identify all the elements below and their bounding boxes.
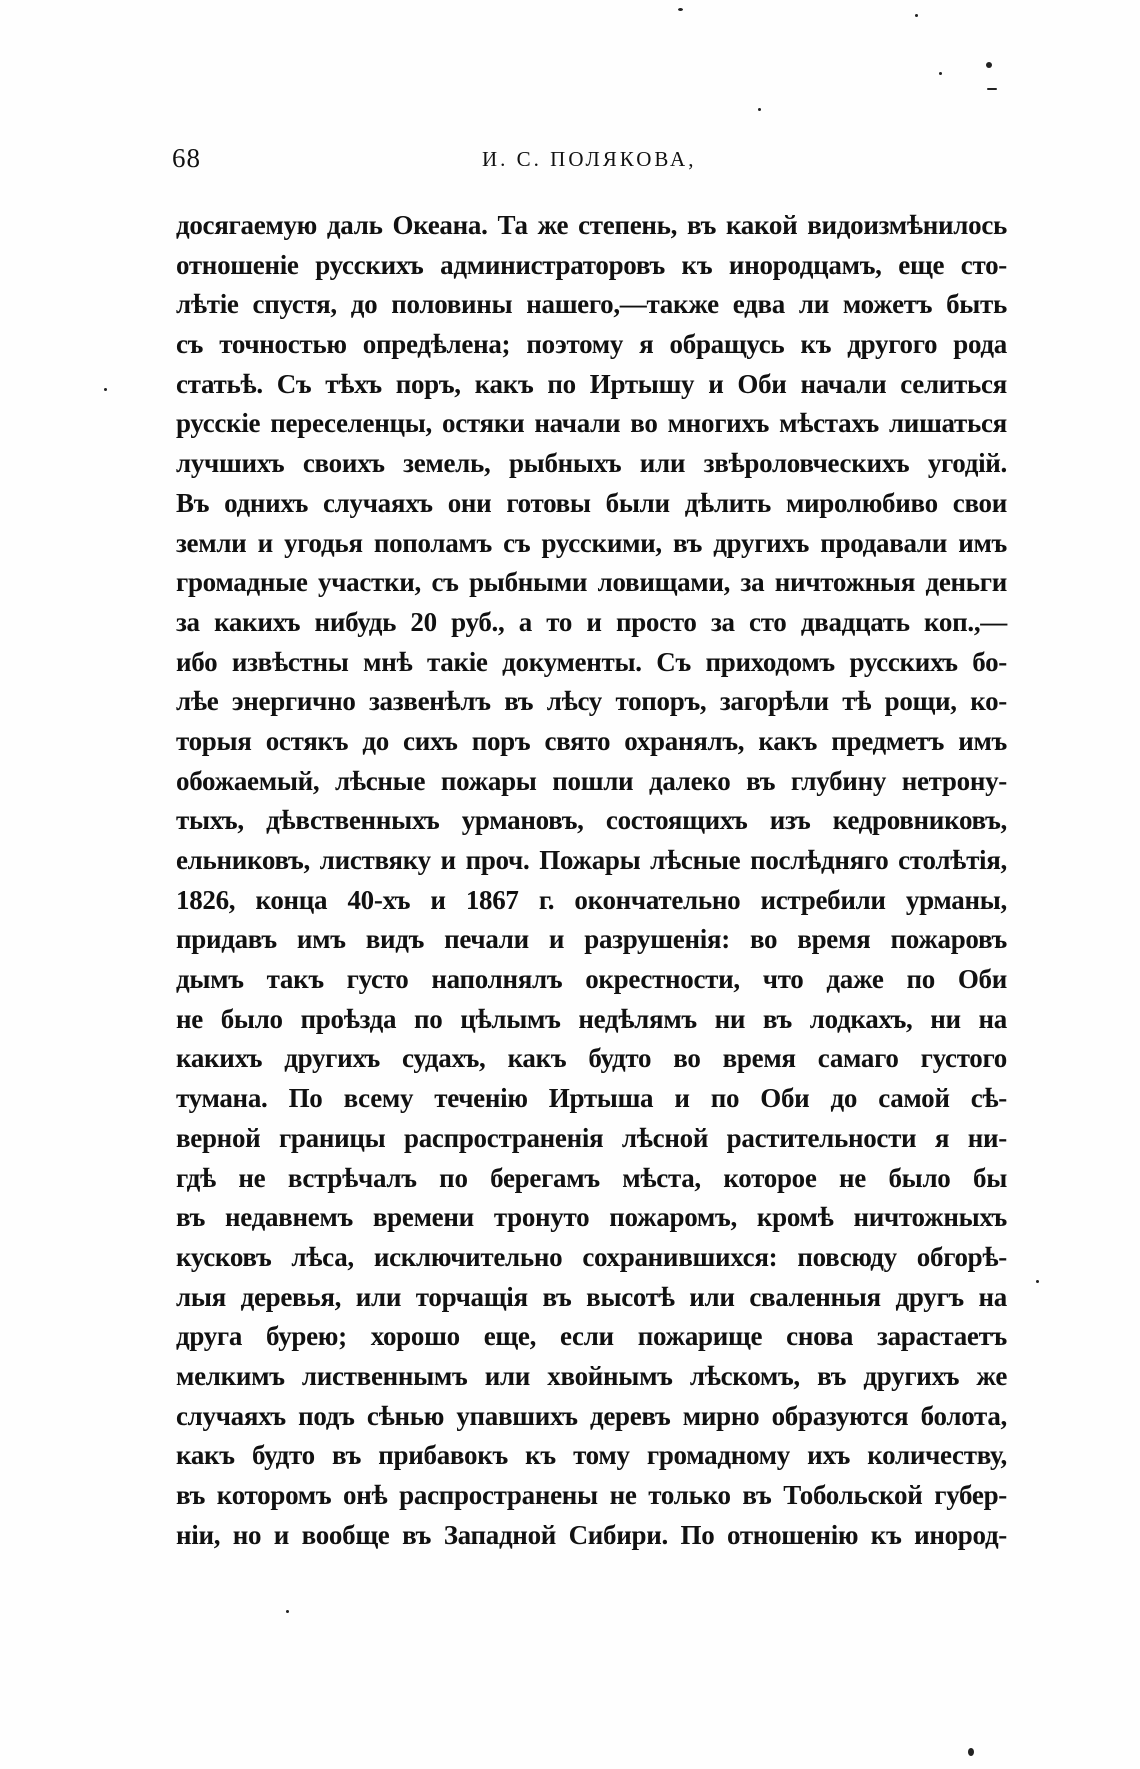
scan-speck bbox=[987, 88, 997, 90]
scan-speck bbox=[915, 14, 918, 17]
text-line: ельниковъ, листвяку и проч. Пожары лѣсные послѣдняго столѣтія, bbox=[176, 845, 1007, 875]
text-line: ніи, но и вообще въ Западной Сибири. По отношенію къ инород- bbox=[176, 1519, 1007, 1550]
text-line: случаяхъ подъ сѣнью упавшихъ деревъ мирно образуются болота, bbox=[176, 1400, 1007, 1431]
text-line: 1826, конца 40-хъ и 1867 г. окончательно истребили урманы, bbox=[176, 884, 1007, 915]
text-line: лучшихъ своихъ земель, рыбныхъ или звѣроловческихъ угодій. bbox=[176, 448, 1007, 479]
text-line: какъ будто въ прибавокъ къ тому громадному ихъ количеству, bbox=[176, 1440, 1007, 1471]
text-line: за какихъ нибудь 20 руб., а то и просто за сто двадцать коп.,— bbox=[176, 606, 1007, 637]
text-line: статьѣ. Съ тѣхъ поръ, какъ по Иртышу и Оби начали селиться bbox=[176, 368, 1007, 399]
scan-speck bbox=[939, 72, 942, 75]
scan-speck bbox=[968, 1748, 974, 1756]
text-line: какихъ другихъ судахъ, какъ будто во время самаго густого bbox=[176, 1043, 1007, 1074]
text-line: Въ однихъ случаяхъ они готовы были дѣлить миролюбиво свои bbox=[176, 487, 1007, 518]
text-line: друга бурею; хорошо еще, если пожарище снова зарастаетъ bbox=[176, 1321, 1007, 1352]
text-line: тыхъ, дѣвственныхъ урмановъ, состоящихъ изъ кедровниковъ, bbox=[176, 805, 1007, 836]
scan-speck bbox=[678, 8, 683, 11]
text-line: кусковъ лѣса, исключительно сохранившихся: повсюду обгорѣ- bbox=[176, 1241, 1007, 1272]
text-line: лѣтіе спустя, до половины нашего,—также едва ли можетъ быть bbox=[176, 289, 1007, 320]
scan-speck bbox=[986, 62, 992, 68]
scan-speck bbox=[758, 108, 761, 111]
scan-speck bbox=[286, 1610, 289, 1613]
text-line: мелкимъ лиственнымъ или хвойнымъ лѣскомъ, въ другихъ же bbox=[176, 1360, 1007, 1391]
text-line: не было проѣзда по цѣлымъ недѣлямъ ни въ лодкахъ, ни на bbox=[176, 1003, 1007, 1034]
text-line: въ которомъ онѣ распространены не только въ Тобольской губер- bbox=[176, 1480, 1007, 1510]
text-line: съ точностью опредѣлена; поэтому я обращусь къ другого рода bbox=[176, 329, 1007, 360]
text-line: русскіе переселенцы, остяки начали во многихъ мѣстахъ лишаться bbox=[176, 408, 1007, 439]
body-text bbox=[176, 206, 1007, 1555]
text-line: громадные участки, съ рыбными ловищами, за ничтожныя деньги bbox=[176, 567, 1007, 598]
running-head: И. С. ПОЛЯКОВА, bbox=[482, 147, 697, 171]
text-line: земли и угодья пополамъ съ русскими, въ другихъ продавали имъ bbox=[176, 527, 1007, 558]
page-header bbox=[172, 143, 1008, 183]
text-line: отношеніе русскихъ администраторовъ къ инородцамъ, еще сто- bbox=[176, 249, 1007, 280]
text-line: верной границы распространенія лѣсной растительности я ни- bbox=[176, 1122, 1007, 1153]
text-line: лѣе энергично зазвенѣлъ въ лѣсу топоръ, загорѣли тѣ рощи, ко- bbox=[176, 686, 1007, 717]
page-number: 68 bbox=[172, 143, 201, 173]
text-line: досягаемую даль Океана. Та же степень, въ какой видоизмѣнилось bbox=[176, 210, 1007, 240]
text-line: дымъ такъ густо наполнялъ окрестности, что даже по Оби bbox=[176, 964, 1007, 995]
text-line: ибо извѣстны мнѣ такіе документы. Съ приходомъ русскихъ бо- bbox=[176, 646, 1007, 677]
text-line: лыя деревья, или торчащія въ высотѣ или сваленныя другъ на bbox=[176, 1281, 1007, 1312]
text-line: придавъ имъ видъ печали и разрушенія: во время пожаровъ bbox=[176, 924, 1007, 955]
text-line: въ недавнемъ времени тронуто пожаромъ, кромѣ ничтожныхъ bbox=[176, 1202, 1007, 1233]
scan-speck bbox=[104, 388, 107, 391]
text-line: торыя остякъ до сихъ поръ свято охранялъ, какъ предметъ имъ bbox=[176, 725, 1007, 756]
scan-speck bbox=[1036, 1280, 1039, 1283]
text-line: обожаемый, лѣсные пожары пошли далеко въ глубину нетрону- bbox=[176, 765, 1007, 796]
text-line: тумана. По всему теченію Иртыша и по Оби до самой сѣ- bbox=[176, 1083, 1007, 1114]
text-line: гдѣ не встрѣчалъ по берегамъ мѣста, которое не было бы bbox=[176, 1162, 1007, 1193]
